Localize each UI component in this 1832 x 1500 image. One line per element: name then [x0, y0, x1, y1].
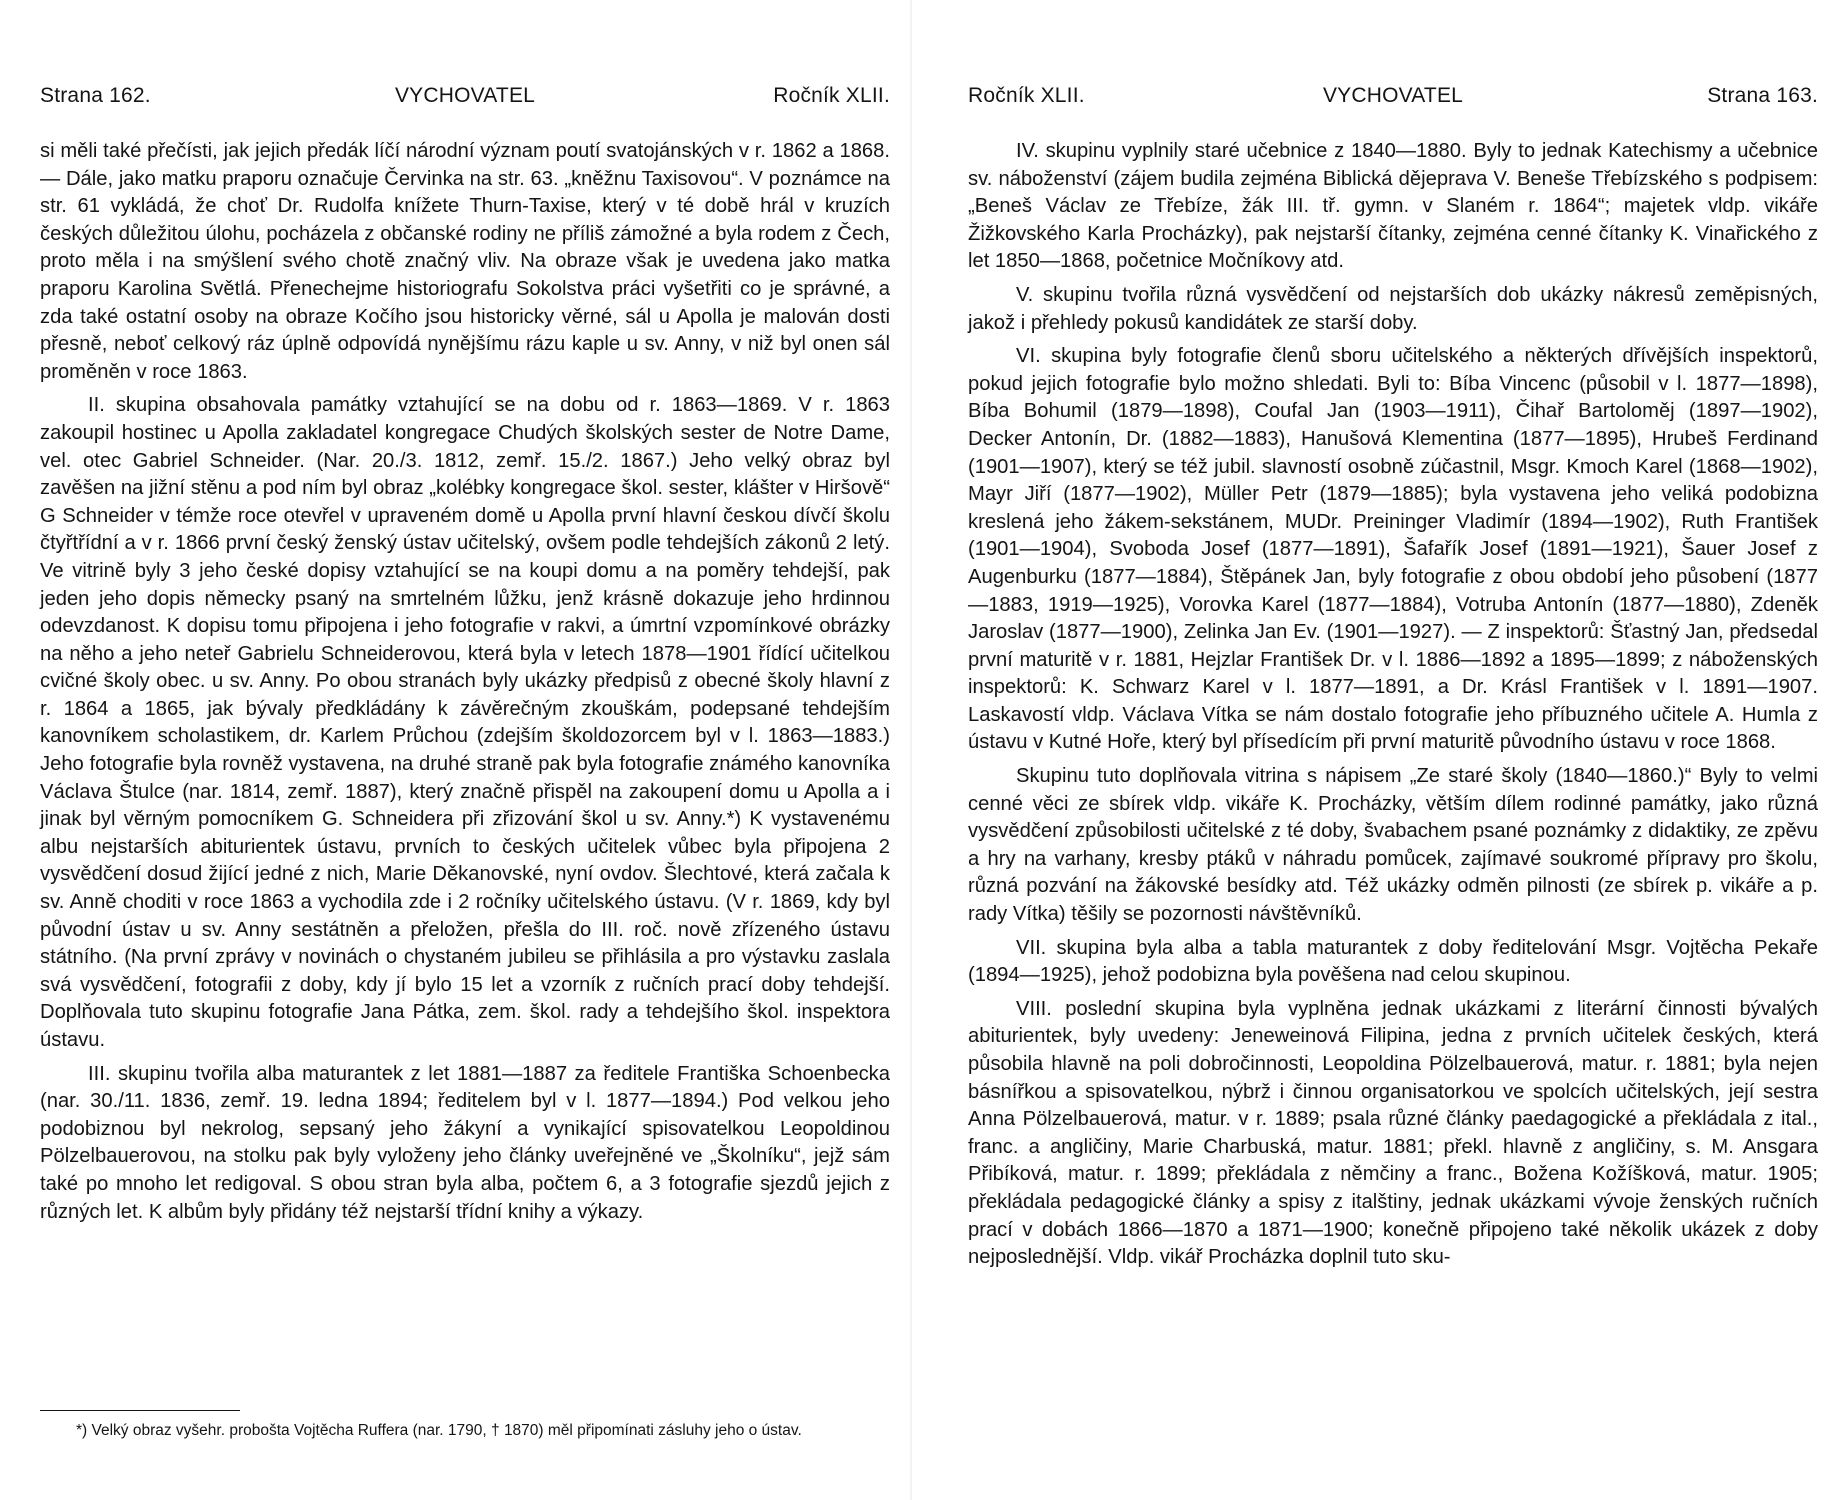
footnote-rule: [40, 1410, 240, 1411]
right-running-head: [968, 84, 1818, 110]
right-page-number: Strana 163.: [1707, 84, 1818, 107]
left-body-text: [40, 138, 890, 1232]
right-page: [968, 0, 1818, 1500]
right-journal-title: VYCHOVATEL: [1322, 84, 1464, 107]
right-volume: Ročník XLII.: [968, 84, 1085, 107]
left-page-number: Strana 162.: [40, 84, 151, 107]
paragraph: si měli také přečísti, jak jejich předák líčí národní význam poutí svatojánských v r. 1862 a 1868. — Dále, jako matku praporu označuje Červinka na str. 63. „kněžnu Taxisovou“. V poznámce na str. 61 vykládá, že choť Dr. Rudolfa knížete Thurn-Taxise, který v té době hrál v kruzích českých důležitou úlohu, pocházela z občanské rodiny ne příliš zámožné a byla rodem z Čech, proto měla i na smýšlení svého chotě značný vliv. Na obraze však je uvedena jako matka praporu Karolina Světlá. Přenechejme historiografu Sokolstva práci vyšetřiti co je správné, a zda také ostatní osoby na obraze Kočího jsou historicky věrné, sál u Apolla je malován dosti přesně, neboť celkový ráz úplně odpovídá nynějšímu rázu kaple u sv. Anny, v niž byl onen sál proměněn v roce 1863.: [40, 140, 890, 383]
left-volume: Ročník XLII.: [773, 84, 890, 107]
paragraph: III. skupinu tvořila alba maturantek z let 1881—1887 za ředitele Františka Schoenbecka (nar. 30./11. 1836, zemř. 19. ledna 1894; ředitelem byl v l. 1877—1894.) Pod velkou jeho podobiznou byl nekrolog, sepsaný jeho žákyní a vynikající spisovatelkou Leopoldinou Pölzelbauerovou, na stolku pak byly vyloženy jeho články uveřejněné ve „Školníku“, jejž sám také po mnoho let redigoval. S obou stran byla alba, počtem 6, a 3 fotografie sjezdů jejich z různých let. K albům byly přidány též nejstarší třídní knihy a výkazy.: [40, 1062, 890, 1223]
paragraph: IV. skupinu vyplnily staré učebnice z 1840—1880. Byly to jednak Katechismy a učebnice sv. náboženství (zájem budila zejména Biblická dějeprava V. Beneše Třebízského s podpisem: „Beneš Václav ze Třebíze, žák III. tř. gymn. v Slaném r. 1864“; majetek vldp. vikáře Žižkovského Karla Procházky), pak nejstarší čítanky, zejména cenné čítanky K. Vinařického z let 1850—1868, početnice Močníkovy atd.: [968, 140, 1818, 273]
paragraph: Skupinu tuto doplňovala vitrina s nápisem „Ze staré školy (1840—1860.)“ Byly to velmi cenné věci ze sbírek vldp. vikáře K. Procházky, větším dílem rodinné památky, jako různá vysvědčení způsobilosti učitelské z té doby, švabachem psané poznámky z didaktiky, ze zpěvu a hry na varhany, kresby ptáků v náhradu pomůcek, zajímavé soukromé přípravy pro školu, různá pozvání na žákovské besídky atd. Též ukázky odměn pilnosti (ze sbírek p. vikáře a p. rady Vítka) těšily se pozornosti návštěvníků.: [968, 765, 1818, 926]
paragraph: II. skupina obsahovala památky vztahující se na dobu od r. 1863—1869. V r. 1863 zakoupil hostinec u Apolla zakladatel kongregace Chudých školských sester de Notre Dame, vel. otec Gabriel Schneider. (Nar. 20./3. 1812, zemř. 15./2. 1867.) Jeho velký obraz byl zavěšen na jižní stěnu a pod ním byl obraz „kolébky kongregace škol. sester, klášter v Hiršově“ G Schneider v témže roce otevřel v upraveném domě u Apolla první hlavní českou dívčí školu čtyřtřídní a v r. 1866 první český ženský ústav učitelský, ovšem podle tehdejších zákonů 2 letý. Ve vitrině byly 3 jeho české dopisy vztahující se na koupi domu a na poměry tehdejší, pak jeden jeho dopis německy psaný na smrtelném lůžku, jenž krásně dokazuje jeho hrdinnou odevzdanost. K dopisu tomu připojena i jeho fotografie v rakvi, a úmrtní vzpomínkové obrázky na něho a jeho neteř Gabrielu Schneiderovou, která byla v letech 1878—1901 řídící učitelkou cvičné školy obec. u sv. Anny. Po obou stranách byly ukázky předpisů z obecné školy hlavní z r. 1864 a 1865, jak bývaly předkládány k závěrečným zkouškám, podepsané tehdejším kanovníkem scholastikem, dr. Karlem Průchou (zdejším školdozorcem byl v l. 1863—1883.) Jeho fotografie byla rovněž vystavena, na druhé straně pak byla fotografie známého kanovníka Václava Štulce (nar. 1814, zemř. 1887), který značně přispěl na zakoupení domu u Apolla a i jinak byl věrným pomocníkem G. Schneidera při zřizování škol u sv. Anny.*) K vystavenému albu nejstarších abiturientek ústavu, prvních to českých učitelek vůbec byla připojena 2 vysvědčení dosud žijící jedné z nich, Marie Děkanovské, nyní ovdov. Šlechtové, která začala k sv. Anně choditi v roce 1863 a vychodila zde i 2 ročníky učitelského ústavu. (V r. 1869, kdy byl původní ústav u sv. Anny sestátněn a přeložen, přešla do III. roč. nově zřízeného ústavu státního. (Na první zprávy v novinách o chystaném jubileu se přihlásila a pro výstavku zaslala svá vysvědčení, fotografii z doby, kdy jí bylo 15 let a vzorník z ručních prací doby tehdejší. Doplňovala tuto skupinu fotografie Jana Pátka, zem. škol. rady a tehdejšího škol. inspektora ústavu.: [40, 394, 890, 1051]
paragraph: VII. skupina byla alba a tabla maturantek z doby ředitelování Msgr. Vojtěcha Pekaře (1894—1925), jehož podobizna byla pověšena nad celou skupinou.: [968, 936, 1818, 987]
paragraph: VIII. poslední skupina byla vyplněna jednak ukázkami z literární činnosti bývalých abiturientek, byly uvedeny: Jeneweinová Filipina, jedna z prvních učitelek českých, která působila hlavně na poli dobročinnosti, Leopoldina Pölzelbauerová, matur. r. 1881; byla nejen básnířkou a spisovatelkou, nýbrž i činnou organisatorkou ve spolcích učitelských, její sestra Anna Pölzelbauerová, matur. v r. 1889; psala různé články paedagogické a překládala z ital., franc. a angličiny, Marie Charbuská, matur. 1881; překl. hlavně z angličiny, s. M. Ansgara Přibíková, matur. r. 1899; překládala z němčiny a franc., Božena Kožíšková, matur. 1905; překládala pedagogické články a spisy z italštiny, jednak ukázkami vývoje ženských ručních prací v dobách 1866—1870 a 1871—1900; konečně připojeno také několik ukázek z doby nejposlednější. Vldp. vikář Procházka doplnil tuto sku-: [968, 997, 1818, 1269]
left-running-head: [40, 84, 890, 110]
paragraph: VI. skupina byly fotografie členů sboru učitelského a některých dřívějších inspektorů, pokud jejich fotografie bylo možno shledati. Byli to: Bíba Vincenc (působil v l. 1877—1898), Bíba Bohumil (1879—1898), Coufal Jan (1903—1911), Čihař Bartoloměj (1897—1902), Decker Antonín, Dr. (1882—1883), Hanušová Klementina (1877—1895), Hrubeš Ferdinand (1901—1907), který se též jubil. slavností osobně zúčastnil, Msgr. Kmoch Karel (1868—1902), Mayr Jiří (1877—1902), Müller Petr (1879—1885); byla vystavena jeho veliká podobizna kreslená jeho žákem-sekstánem, MUDr. Preininger Vladimír (1894—1902), Ruth František (1901—1904), Svoboda Josef (1877—1891), Šafařík Josef (1891—1921), Šauer Josef z Augenburku (1877—1884), Štěpánek Jan, byly fotografie z obou období jeho působení (1877—1883, 1919—1925), Vorovka Karel (1877—1884), Votruba Antonín (1877—1880), Zdeněk Jaroslav (1877—1900), Zelinka Jan Ev. (1901—1927). — Z inspektorů: Šťastný Jan, předsedal první maturitě v r. 1881, Hejzlar František Dr. v l. 1886—1892 a 1895—1899; z náboženských inspektorů: K. Schwarz Karel v l. 1877—1891, a Dr. Krásl František v l. 1891—1907. Laskavostí vldp. Václava Vítka se nám dostalo fotografie jeho příbuzného učitele A. Humla z ústavu v Kutné Hoře, který byl přísedícím při první maturitě původního ústavu v roce 1868.: [968, 345, 1818, 754]
right-body-text: [968, 138, 1818, 1278]
paragraph: V. skupinu tvořila různá vysvědčení od nejstarších dob ukázky nákresů zeměpisných, jakož i přehledy pokusů kandidátek ze starší doby.: [968, 283, 1818, 334]
left-page: [40, 0, 890, 1500]
left-journal-title: VYCHOVATEL: [394, 84, 536, 107]
footnote: *) Velký obraz vyšehr. probošta Vojtěcha Ruffera (nar. 1790, † 1870) měl připomínati zásluhy jeho o ústav.: [76, 1422, 802, 1439]
page-gutter: [910, 0, 912, 1500]
